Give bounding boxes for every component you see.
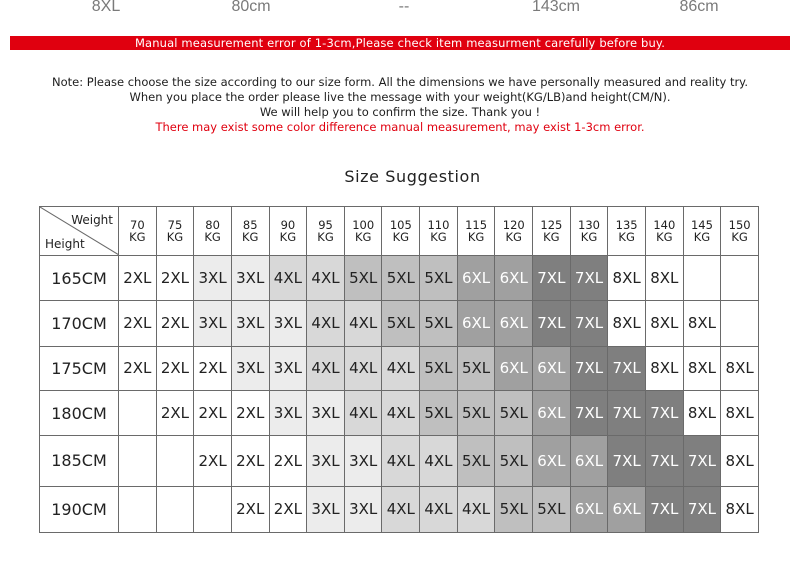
weight-header-70 <box>119 207 157 256</box>
size-cell: 6XL <box>608 486 646 532</box>
size-suggestion-title: Size Suggestion <box>344 167 481 186</box>
weight-unit: KG <box>543 230 560 244</box>
weight-value: 90 <box>280 218 296 232</box>
size-cell: 7XL <box>683 486 721 532</box>
weight-unit: KG <box>392 230 410 244</box>
size-cell: 8XL <box>721 436 759 486</box>
weight-header-75 <box>156 207 194 256</box>
height-row-190cm <box>40 486 759 532</box>
size-cell: 6XL <box>533 390 571 435</box>
weight-header-95 <box>307 207 345 256</box>
size-cell: 6XL <box>457 301 495 346</box>
height-row-185cm <box>40 436 759 486</box>
size-cell: 4XL <box>382 390 420 435</box>
weight-value: 145 <box>690 218 713 232</box>
weight-value: 100 <box>352 218 375 232</box>
empty-cell <box>683 256 721 301</box>
weight-header-140 <box>645 207 683 256</box>
weight-unit: KG <box>204 230 221 244</box>
size-cell: 4XL <box>307 346 345 390</box>
size-cell: 8XL <box>683 390 721 435</box>
size-cell: 3XL <box>269 346 307 390</box>
size-cell: 4XL <box>382 346 420 390</box>
weight-header-115 <box>457 207 495 256</box>
size-cell: 5XL <box>457 436 495 486</box>
size-suggestion-table <box>39 206 759 533</box>
size-cell: 5XL <box>420 390 458 435</box>
weight-header-80 <box>194 207 232 256</box>
size-cell: 7XL <box>645 486 683 532</box>
size-cell: 2XL <box>269 486 307 532</box>
size-cell: 3XL <box>231 346 269 390</box>
size-cell: 2XL <box>269 436 307 486</box>
height-row-180cm <box>40 390 759 435</box>
size-cell: 5XL <box>457 390 495 435</box>
size-cell: 5XL <box>382 256 420 301</box>
previous-size-row <box>0 0 800 30</box>
size-cell: 2XL <box>194 436 232 486</box>
size-cell: 7XL <box>570 256 608 301</box>
weight-value: 95 <box>318 218 333 232</box>
size-cell: 6XL <box>570 486 608 532</box>
empty-cell <box>721 256 759 301</box>
weight-value: 140 <box>653 218 676 232</box>
weight-value: 110 <box>427 218 450 232</box>
size-cell: 8XL <box>645 256 683 301</box>
size-cell: 5XL <box>382 301 420 346</box>
size-cell: 6XL <box>457 256 495 301</box>
size-cell: 5XL <box>457 346 495 390</box>
weight-header-100 <box>344 207 382 256</box>
size-cell: 7XL <box>570 301 608 346</box>
weight-unit: KG <box>354 230 372 244</box>
size-cell: 2XL <box>231 436 269 486</box>
size-cell: 3XL <box>307 436 345 486</box>
size-cell: 2XL <box>231 390 269 435</box>
weight-value: 130 <box>578 218 600 232</box>
empty-cell <box>721 301 759 346</box>
size-cell: 3XL <box>194 256 232 301</box>
size-cell: 8XL <box>608 256 646 301</box>
empty-cell <box>156 436 194 486</box>
note-line-1: Note: Please choose the size according to our size form. All the dimensions we have personally measured and reality try. <box>52 75 748 89</box>
size-cell: 4XL <box>307 256 345 301</box>
size-cell: 3XL <box>344 436 382 486</box>
size-cell: 6XL <box>495 346 533 390</box>
size-cell: 8XL <box>91 0 121 15</box>
note-line-2: When you place the order please live the message with your weight(KG/LB)and height(CM/N). <box>129 90 671 104</box>
size-cell: 4XL <box>420 436 458 486</box>
size-cell: 8XL <box>645 301 683 346</box>
weight-header-85 <box>231 207 269 256</box>
measurement-cell-4: 86cm <box>679 0 719 15</box>
weight-unit: KG <box>467 230 485 244</box>
size-cell: 4XL <box>344 301 382 346</box>
size-cell: 3XL <box>307 486 345 532</box>
size-cell: 4XL <box>307 301 345 346</box>
empty-cell <box>119 390 157 435</box>
height-label: 180CM <box>40 390 119 435</box>
size-cell: 8XL <box>721 346 759 390</box>
measurement-error-banner: Manual measurement error of 1-3cm,Please check item measurment carefully before buy. <box>10 36 790 50</box>
size-note <box>0 75 800 135</box>
size-cell: 5XL <box>344 256 382 301</box>
size-cell: 5XL <box>420 346 458 390</box>
size-cell: 4XL <box>382 486 420 532</box>
size-cell: 7XL <box>608 436 646 486</box>
size-cell: 2XL <box>231 486 269 532</box>
weight-header-130 <box>570 207 608 256</box>
weight-value: 80 <box>205 218 220 232</box>
size-cell: 7XL <box>533 256 571 301</box>
height-label: 175CM <box>40 346 119 390</box>
size-cell: 2XL <box>156 390 194 435</box>
size-cell: 3XL <box>269 301 307 346</box>
weight-value: 115 <box>465 218 488 232</box>
measurement-cell-2: -- <box>398 0 410 15</box>
height-label: 165CM <box>40 256 119 301</box>
weight-header-150 <box>721 207 759 256</box>
size-cell: 8XL <box>721 390 759 435</box>
weight-value: 70 <box>130 218 145 232</box>
weight-unit: KG <box>505 230 522 244</box>
weight-header-125 <box>533 207 571 256</box>
height-row-175cm <box>40 346 759 390</box>
size-cell: 2XL <box>119 256 157 301</box>
height-row-165cm <box>40 256 759 301</box>
weight-value: 150 <box>728 218 751 232</box>
weight-unit: KG <box>317 230 334 244</box>
empty-cell <box>119 436 157 486</box>
size-cell: 3XL <box>307 390 345 435</box>
size-cell: 7XL <box>608 390 646 435</box>
size-cell: 5XL <box>495 390 533 435</box>
size-cell: 6XL <box>533 436 571 486</box>
size-cell: 4XL <box>420 486 458 532</box>
size-cell: 4XL <box>344 390 382 435</box>
size-cell: 7XL <box>645 390 683 435</box>
size-cell: 2XL <box>119 301 157 346</box>
weight-unit: KG <box>279 230 297 244</box>
size-cell: 8XL <box>645 346 683 390</box>
weight-axis-label: Weight <box>71 213 113 227</box>
size-cell: 6XL <box>495 301 533 346</box>
size-cell: 2XL <box>194 390 232 435</box>
weight-header-145 <box>683 207 721 256</box>
size-cell: 4XL <box>344 346 382 390</box>
weight-unit: KG <box>731 230 748 244</box>
size-cell: 5XL <box>495 486 533 532</box>
weight-unit: KG <box>693 230 711 244</box>
measurement-cell-1: 80cm <box>231 0 271 15</box>
note-line-4-warning: There may exist some color difference manual measurement, may exist 1-3cm error. <box>155 120 645 134</box>
size-cell: 2XL <box>194 346 232 390</box>
empty-cell <box>156 486 194 532</box>
size-cell: 7XL <box>570 390 608 435</box>
weight-unit: KG <box>618 230 635 244</box>
note-line-3: We will help you to confirm the size. Thank you ! <box>259 105 541 119</box>
size-cell: 6XL <box>495 256 533 301</box>
size-cell: 8XL <box>683 346 721 390</box>
corner-header <box>40 207 119 256</box>
weight-unit: KG <box>242 230 259 244</box>
weight-value: 105 <box>389 218 412 232</box>
weight-unit: KG <box>129 230 146 244</box>
weight-header-135 <box>608 207 646 256</box>
weight-header-90 <box>269 207 307 256</box>
size-cell: 7XL <box>570 346 608 390</box>
size-cell: 6XL <box>570 436 608 486</box>
size-cell: 2XL <box>119 346 157 390</box>
height-row-170cm <box>40 301 759 346</box>
weight-value: 125 <box>540 218 563 232</box>
size-cell: 3XL <box>194 301 232 346</box>
size-cell: 3XL <box>231 301 269 346</box>
size-cell: 5XL <box>420 256 458 301</box>
size-cell: 3XL <box>269 390 307 435</box>
height-axis-label: Height <box>45 237 85 251</box>
weight-unit: KG <box>166 230 184 244</box>
size-cell: 3XL <box>344 486 382 532</box>
size-cell: 7XL <box>533 301 571 346</box>
size-cell: 8XL <box>683 301 721 346</box>
weight-header-105 <box>382 207 420 256</box>
weight-unit: KG <box>656 230 673 244</box>
weight-header-120 <box>495 207 533 256</box>
weight-unit: KG <box>580 230 598 244</box>
size-cell: 5XL <box>533 486 571 532</box>
size-cell: 5XL <box>495 436 533 486</box>
size-cell: 2XL <box>156 256 194 301</box>
weight-header-row <box>40 207 759 256</box>
size-cell: 4XL <box>457 486 495 532</box>
size-cell: 6XL <box>533 346 571 390</box>
size-cell: 4XL <box>269 256 307 301</box>
weight-value: 85 <box>242 218 258 232</box>
weight-value: 120 <box>502 218 525 232</box>
empty-cell <box>119 486 157 532</box>
size-cell: 5XL <box>420 301 458 346</box>
size-cell: 4XL <box>382 436 420 486</box>
size-cell: 2XL <box>156 346 194 390</box>
weight-header-110 <box>420 207 458 256</box>
empty-cell <box>194 486 232 532</box>
size-cell: 3XL <box>231 256 269 301</box>
size-cell: 7XL <box>608 346 646 390</box>
size-cell: 8XL <box>721 486 759 532</box>
weight-value: 135 <box>615 218 638 232</box>
size-cell: 8XL <box>608 301 646 346</box>
size-cell: 7XL <box>683 436 721 486</box>
height-label: 170CM <box>40 301 119 346</box>
weight-unit: KG <box>430 230 447 244</box>
size-cell: 7XL <box>645 436 683 486</box>
weight-value: 75 <box>167 218 183 232</box>
height-label: 190CM <box>40 486 119 532</box>
measurement-cell-3: 143cm <box>531 0 581 15</box>
height-label: 185CM <box>40 436 119 486</box>
size-cell: 2XL <box>156 301 194 346</box>
